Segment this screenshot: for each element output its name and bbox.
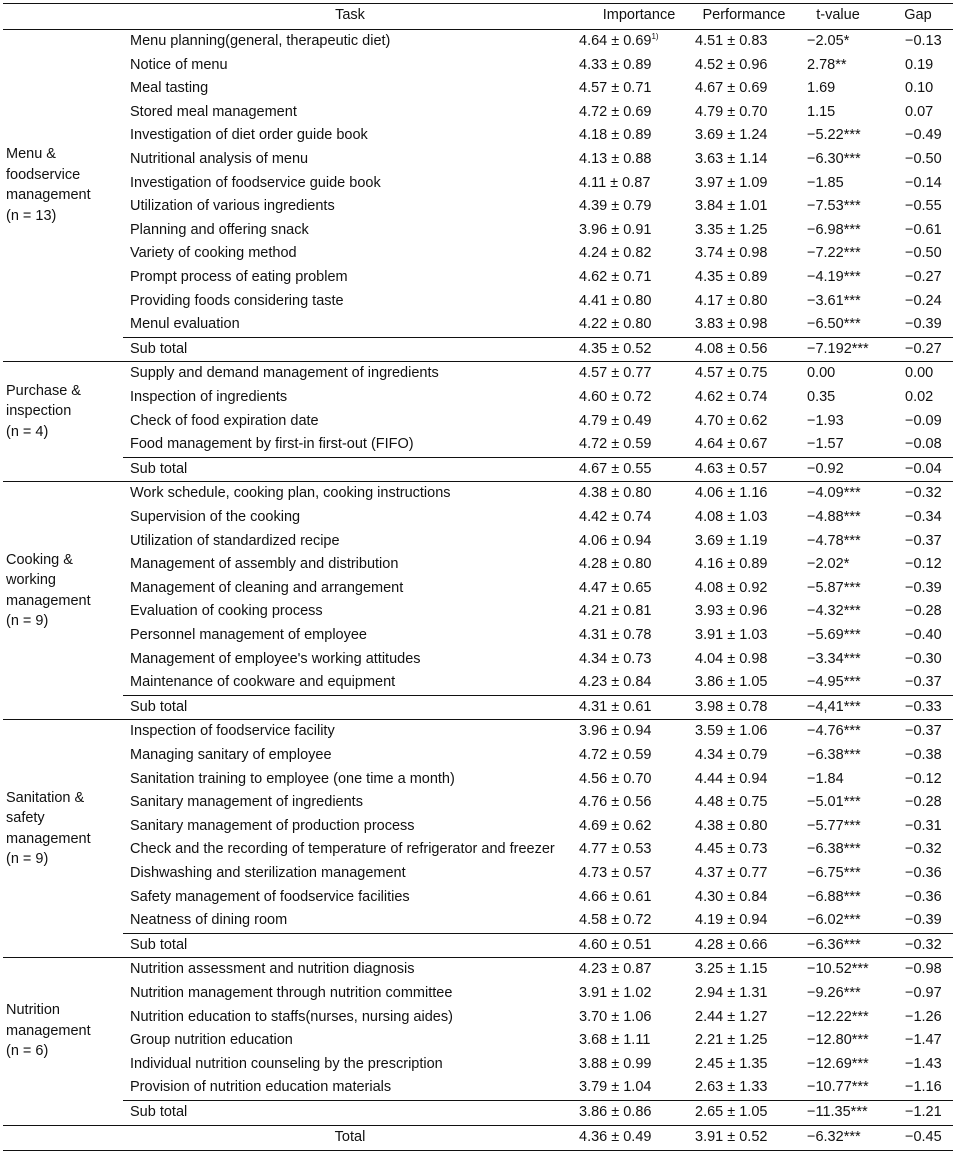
group1-row4-performance: 4.79 ± 0.70 xyxy=(695,103,768,120)
group4-subtotal-t-value: −6.36*** xyxy=(807,936,861,953)
group2-row1-performance: 4.57 ± 0.75 xyxy=(695,365,768,382)
group4-row8-gap: −0.36 xyxy=(905,888,942,905)
group5-row4-task: Group nutrition education xyxy=(130,1032,293,1049)
group3-row7-performance: 3.91 ± 1.03 xyxy=(695,627,768,643)
group4-row7-performance: 4.37 ± 0.77 xyxy=(695,865,768,881)
group1-subtotal-importance: 4.35 ± 0.52 xyxy=(579,340,652,357)
group4-row5-t-value: −5.77*** xyxy=(807,817,861,834)
group3-row4-t-value: −2.02* xyxy=(807,556,850,573)
group1-row12-task: Providing foods considering taste xyxy=(130,292,344,309)
group5-row4-importance: 3.68 ± 1.11 xyxy=(579,1032,651,1049)
group4-row1-performance: 3.59 ± 1.06 xyxy=(695,723,768,740)
group3-subtotal-gap: −0.33 xyxy=(905,698,942,715)
group1-row1-importance: $4.64 \pm 0.69^{1)}$ xyxy=(579,32,659,49)
group1-subtotal-performance: 4.08 ± 0.56 xyxy=(695,340,768,357)
total-importance: 4.36 ± 0.49 xyxy=(579,1128,652,1145)
group3-subtotal-importance: 4.31 ± 0.61 xyxy=(579,698,652,715)
group2-row1-t-value: 0.00 xyxy=(807,365,836,382)
category-label-line: Nutrition xyxy=(6,1002,60,1019)
group3-row1-t-value: −4.09*** xyxy=(807,485,861,502)
group5-row6-task: Provision of nutrition education materials xyxy=(130,1079,392,1096)
group5-row6-performance: 2.63 ± 1.33 xyxy=(695,1079,768,1096)
group1-row2-gap: 0.19 xyxy=(905,56,934,73)
group5-subtotal-task: Sub total xyxy=(130,1104,188,1120)
group5-row1-gap: −0.98 xyxy=(905,961,942,978)
group5-row2-t-value: −9.26*** xyxy=(807,985,861,1001)
group3-row6-importance: 4.21 ± 0.81 xyxy=(579,603,652,620)
group1-row2-task: Notice of menu xyxy=(130,56,228,73)
category-label-line: (n = 13) xyxy=(6,207,57,224)
group4-row7-gap: −0.36 xyxy=(905,865,942,881)
group2-subtotal-task: Sub total xyxy=(130,460,188,477)
group1-row8-performance: 3.84 ± 1.01 xyxy=(695,198,768,215)
group3-row7-gap: −0.40 xyxy=(905,627,942,643)
category-label-line: Sanitation & xyxy=(6,789,85,806)
group4-row5-importance: 4.69 ± 0.62 xyxy=(579,817,652,834)
group2-row2-t-value: 0.35 xyxy=(807,389,836,405)
group2-row2-task: Inspection of ingredients xyxy=(130,389,288,405)
group5-row2-gap: −0.97 xyxy=(905,985,942,1001)
group3-subtotal-task: Sub total xyxy=(130,698,188,715)
group5-row1-t-value: −10.52*** xyxy=(807,961,869,978)
group5-row3-performance: 2.44 ± 1.27 xyxy=(695,1008,768,1025)
group5-row4-performance: 2.21 ± 1.25 xyxy=(695,1032,768,1049)
group3-row5-gap: −0.39 xyxy=(905,579,942,596)
group1-row6-task: Nutritional analysis of menu xyxy=(130,151,309,167)
group1-row7-gap: −0.14 xyxy=(905,174,942,191)
group4-row1-importance: 3.96 ± 0.94 xyxy=(579,723,652,740)
group4-subtotal-importance: 4.60 ± 0.51 xyxy=(579,936,652,953)
category-label-line: (n = 9) xyxy=(6,613,49,630)
group2-row2-importance: 4.60 ± 0.72 xyxy=(579,389,652,405)
group4-subtotal-gap: −0.32 xyxy=(905,936,942,953)
group4-row4-importance: 4.76 ± 0.56 xyxy=(579,794,652,811)
group2-subtotal-performance: 4.63 ± 0.57 xyxy=(695,460,768,477)
group3-row5-importance: 4.47 ± 0.65 xyxy=(579,579,652,596)
group4-row3-gap: −0.12 xyxy=(905,770,942,787)
total-gap: −0.45 xyxy=(905,1128,942,1145)
group4-row4-t-value: −5.01*** xyxy=(807,794,861,811)
category-label-line: foodservice xyxy=(6,166,81,183)
group5-row3-importance: 3.70 ± 1.06 xyxy=(579,1008,652,1025)
group1-row3-gap: 0.10 xyxy=(905,80,934,97)
group3-row3-task: Utilization of standardized recipe xyxy=(130,532,340,549)
group4-row1-task: Inspection of foodservice facility xyxy=(130,723,335,740)
group1-row5-gap: −0.49 xyxy=(905,127,942,144)
group1-row10-t-value: −7.22*** xyxy=(807,245,861,262)
group3-row9-importance: 4.23 ± 0.84 xyxy=(579,674,652,691)
category-label-line: management xyxy=(6,592,91,609)
category-label-line: management xyxy=(6,1022,91,1039)
group1-row4-gap: 0.07 xyxy=(905,103,934,120)
total-t-value: −6.32*** xyxy=(807,1128,861,1145)
group5-row1-task: Nutrition assessment and nutrition diagnosis xyxy=(130,961,415,978)
group4-row7-t-value: −6.75*** xyxy=(807,865,861,881)
group3-row2-gap: −0.34 xyxy=(905,509,942,525)
group1-row9-importance: 3.96 ± 0.91 xyxy=(579,221,652,238)
group4-row9-importance: 4.58 ± 0.72 xyxy=(579,912,652,929)
group3-row4-performance: 4.16 ± 0.89 xyxy=(695,556,768,573)
group1-row1-t-value: −2.05* xyxy=(807,33,850,49)
group1-row8-gap: −0.55 xyxy=(905,198,942,215)
total-task: Total xyxy=(334,1128,366,1145)
group5-row5-t-value: −12.69*** xyxy=(807,1055,869,1072)
group5-row2-importance: 3.91 ± 1.02 xyxy=(579,985,652,1001)
group1-row1-gap: −0.13 xyxy=(905,33,942,49)
group1-row2-importance: 4.33 ± 0.89 xyxy=(579,56,652,73)
group2-row4-gap: −0.08 xyxy=(905,436,942,453)
category-label-line: (n = 6) xyxy=(6,1043,49,1060)
group5-row6-gap: −1.16 xyxy=(905,1079,942,1096)
group4-row4-task: Sanitary management of ingredients xyxy=(130,794,363,811)
group5-row3-t-value: −12.22*** xyxy=(807,1008,869,1025)
group1-row7-task: Investigation of foodservice guide book xyxy=(130,174,381,191)
group3-row6-t-value: −4.32*** xyxy=(807,603,861,620)
group4-row5-performance: 4.38 ± 0.80 xyxy=(695,817,768,834)
group1-row6-importance: 4.13 ± 0.88 xyxy=(579,151,652,167)
group1-row7-importance: 4.11 ± 0.87 xyxy=(579,174,651,191)
group1-row11-performance: 4.35 ± 0.89 xyxy=(695,269,768,285)
group4-row8-t-value: −6.88*** xyxy=(807,888,861,905)
group2-row1-importance: 4.57 ± 0.77 xyxy=(579,365,652,382)
group1-row12-performance: 4.17 ± 0.80 xyxy=(695,292,768,309)
group1-row10-performance: 3.74 ± 0.98 xyxy=(695,245,768,262)
group3-row6-task: Evaluation of cooking process xyxy=(130,603,323,620)
group5-row5-importance: 3.88 ± 0.99 xyxy=(579,1055,652,1072)
group4-subtotal-performance: 4.28 ± 0.66 xyxy=(695,936,768,953)
group2-subtotal-gap: −0.04 xyxy=(905,460,942,477)
group3-row2-importance: 4.42 ± 0.74 xyxy=(579,509,652,525)
category-label xyxy=(6,1000,124,1062)
group4-row6-task: Check and the recording of temperature of refrigerator and freezer xyxy=(130,841,555,858)
category-label-line: management xyxy=(6,187,91,204)
group2-row1-task: Supply and demand management of ingredients xyxy=(130,365,439,382)
group5-subtotal-performance: 2.65 ± 1.05 xyxy=(695,1104,768,1120)
header-importance: Importance xyxy=(602,7,676,23)
category-label-line: management xyxy=(6,830,91,847)
group4-row8-importance: 4.66 ± 0.61 xyxy=(579,888,652,905)
importance-performance-table xyxy=(3,3,953,1145)
group2-row3-importance: 4.79 ± 0.49 xyxy=(579,412,652,429)
group2-row4-t-value: −1.57 xyxy=(807,436,844,453)
group3-row9-task: Maintenance of cookware and equipment xyxy=(130,674,396,691)
header-t-value: t-value xyxy=(816,7,860,23)
group3-subtotal-performance: 3.98 ± 0.78 xyxy=(695,698,768,715)
category-label xyxy=(6,550,124,632)
group3-row9-t-value: −4.95*** xyxy=(807,674,861,691)
group1-row3-task: Meal tasting xyxy=(130,80,209,97)
group3-row4-gap: −0.12 xyxy=(905,556,942,573)
category-label-line: Purchase & xyxy=(6,382,81,399)
group5-row4-t-value: −12.80*** xyxy=(807,1032,869,1049)
group1-row10-importance: 4.24 ± 0.82 xyxy=(579,245,652,262)
group3-row1-gap: −0.32 xyxy=(905,485,942,502)
group5-row5-task: Individual nutrition counseling by the prescription xyxy=(130,1055,443,1072)
group2-row4-importance: 4.72 ± 0.59 xyxy=(579,436,652,453)
group1-row1-performance: 4.51 ± 0.83 xyxy=(695,33,768,49)
group4-row6-gap: −0.32 xyxy=(905,841,942,858)
group3-row8-task: Management of employee's working attitudes xyxy=(130,650,421,667)
group3-row2-performance: 4.08 ± 1.03 xyxy=(695,509,768,525)
group1-row10-gap: −0.50 xyxy=(905,245,942,262)
group1-row7-performance: 3.97 ± 1.09 xyxy=(695,174,768,191)
group3-row1-task: Work schedule, cooking plan, cooking instructions xyxy=(130,485,451,502)
group5-subtotal-t-value: −11.35*** xyxy=(807,1104,868,1120)
group4-row2-gap: −0.38 xyxy=(905,747,942,763)
group1-row12-gap: −0.24 xyxy=(905,292,942,309)
group1-row1-task: Menu planning(general, therapeutic diet) xyxy=(130,33,391,49)
group1-row9-t-value: −6.98*** xyxy=(807,221,861,238)
group1-row13-t-value: −6.50*** xyxy=(807,316,861,333)
group5-row1-importance: 4.23 ± 0.87 xyxy=(579,961,652,978)
group3-row7-importance: 4.31 ± 0.78 xyxy=(579,627,652,643)
group2-row2-performance: 4.62 ± 0.74 xyxy=(695,389,768,405)
group1-row3-importance: 4.57 ± 0.71 xyxy=(579,80,652,97)
category-label xyxy=(6,144,124,226)
group3-row4-task: Management of assembly and distribution xyxy=(130,556,399,573)
group1-row8-task: Utilization of various ingredients xyxy=(130,198,335,215)
group4-row1-t-value: −4.76*** xyxy=(807,723,861,740)
group2-row3-task: Check of food expiration date xyxy=(130,412,319,429)
group4-row9-performance: 4.19 ± 0.94 xyxy=(695,912,768,929)
group2-row2-gap: 0.02 xyxy=(905,389,934,405)
group4-row9-t-value: −6.02*** xyxy=(807,912,861,929)
group4-row7-task: Dishwashing and sterilization management xyxy=(130,865,406,881)
group3-subtotal-t-value: −4,41*** xyxy=(807,698,861,715)
group4-row2-importance: 4.72 ± 0.59 xyxy=(579,747,652,763)
group1-row8-t-value: −7.53*** xyxy=(807,198,861,215)
category-label xyxy=(6,788,124,870)
group1-row11-task: Prompt process of eating problem xyxy=(130,269,348,285)
group3-row5-t-value: −5.87*** xyxy=(807,579,861,596)
group3-row4-importance: 4.28 ± 0.80 xyxy=(579,556,652,573)
group3-row8-importance: 4.34 ± 0.73 xyxy=(579,650,652,667)
group1-row9-task: Planning and offering snack xyxy=(130,221,309,238)
group1-row10-task: Variety of cooking method xyxy=(130,245,297,262)
category-label-line: working xyxy=(6,572,56,589)
group4-row7-importance: 4.73 ± 0.57 xyxy=(579,865,652,881)
group5-subtotal-gap: −1.21 xyxy=(905,1104,942,1120)
group1-row6-gap: −0.50 xyxy=(905,151,942,167)
group4-row8-performance: 4.30 ± 0.84 xyxy=(695,888,768,905)
group4-row2-performance: 4.34 ± 0.79 xyxy=(695,747,768,763)
group1-row11-importance: 4.62 ± 0.71 xyxy=(579,269,652,285)
group3-row6-performance: 3.93 ± 0.96 xyxy=(695,603,768,620)
group4-row4-performance: 4.48 ± 0.75 xyxy=(695,794,768,811)
group2-row3-t-value: −1.93 xyxy=(807,412,844,429)
group3-row7-task: Personnel management of employee xyxy=(130,627,367,643)
group4-row4-gap: −0.28 xyxy=(905,794,942,811)
group1-row7-t-value: −1.85 xyxy=(807,174,844,191)
group3-row9-gap: −0.37 xyxy=(905,674,942,691)
category-label xyxy=(6,381,124,443)
footnote-marker: 1) xyxy=(651,32,659,42)
group1-row11-t-value: −4.19*** xyxy=(807,269,861,285)
group1-row4-t-value: 1.15 xyxy=(807,103,836,120)
group5-row3-task: Nutrition education to staffs(nurses, nursing aides) xyxy=(130,1008,453,1025)
group1-row4-importance: 4.72 ± 0.69 xyxy=(579,103,652,120)
category-label-line: Menu & xyxy=(6,146,56,163)
group2-row4-task: Food management by first-in first-out (FIFO) xyxy=(130,436,414,453)
group2-subtotal-t-value: −0.92 xyxy=(807,460,844,477)
group4-row6-importance: 4.77 ± 0.53 xyxy=(579,841,652,858)
category-label-line: safety xyxy=(6,810,45,827)
group5-row6-importance: 3.79 ± 1.04 xyxy=(579,1079,652,1096)
group4-row6-t-value: −6.38*** xyxy=(807,841,861,858)
header-task: Task xyxy=(335,7,365,23)
category-label-line: Cooking & xyxy=(6,551,73,568)
group3-row8-performance: 4.04 ± 0.98 xyxy=(695,650,768,667)
group3-row3-t-value: −4.78*** xyxy=(807,532,861,549)
group1-row2-performance: 4.52 ± 0.96 xyxy=(695,56,768,73)
category-label-line: (n = 9) xyxy=(6,851,49,868)
group4-subtotal-task: Sub total xyxy=(130,936,188,953)
category-label-line: (n = 4) xyxy=(6,423,49,440)
total-performance: 3.91 ± 0.52 xyxy=(695,1128,768,1145)
group1-row13-performance: 3.83 ± 0.98 xyxy=(695,316,768,333)
group1-row8-importance: 4.39 ± 0.79 xyxy=(579,198,652,215)
group4-row6-performance: 4.45 ± 0.73 xyxy=(695,841,768,858)
group3-row6-gap: −0.28 xyxy=(905,603,942,620)
group4-row5-gap: −0.31 xyxy=(905,817,942,834)
group1-row12-t-value: −3.61*** xyxy=(807,292,861,309)
group1-row6-performance: 3.63 ± 1.14 xyxy=(695,151,768,167)
group1-row9-gap: −0.61 xyxy=(905,221,942,238)
group3-row3-importance: 4.06 ± 0.94 xyxy=(579,532,652,549)
group4-row2-t-value: −6.38*** xyxy=(807,747,861,763)
group3-row3-performance: 3.69 ± 1.19 xyxy=(695,532,768,549)
group4-row8-task: Safety management of foodservice facilities xyxy=(130,888,410,905)
group1-row5-performance: 3.69 ± 1.24 xyxy=(695,127,768,144)
group3-row2-t-value: −4.88*** xyxy=(807,509,861,525)
group3-row8-gap: −0.30 xyxy=(905,650,942,667)
group5-row6-t-value: −10.77*** xyxy=(807,1079,869,1096)
group4-row9-task: Neatness of dining room xyxy=(130,912,288,929)
group1-row5-t-value: −5.22*** xyxy=(807,127,861,144)
group5-row4-gap: −1.47 xyxy=(905,1032,942,1049)
group1-row5-task: Investigation of diet order guide book xyxy=(130,127,368,144)
group2-row3-performance: 4.70 ± 0.62 xyxy=(695,412,768,429)
group5-row1-performance: 3.25 ± 1.15 xyxy=(695,961,768,978)
group1-row9-performance: 3.35 ± 1.25 xyxy=(695,221,768,238)
group5-row5-performance: 2.45 ± 1.35 xyxy=(695,1055,768,1072)
group1-row13-importance: 4.22 ± 0.80 xyxy=(579,316,652,333)
group5-row3-gap: −1.26 xyxy=(905,1008,942,1025)
group1-row13-task: Menul evaluation xyxy=(130,316,240,333)
group4-row1-gap: −0.37 xyxy=(905,723,942,740)
category-label-line: inspection xyxy=(6,403,72,420)
group1-subtotal-task: Sub total xyxy=(130,340,188,357)
group3-row1-importance: 4.38 ± 0.80 xyxy=(579,485,652,502)
group1-row5-importance: 4.18 ± 0.89 xyxy=(579,127,652,144)
group1-row3-performance: 4.67 ± 0.69 xyxy=(695,80,768,97)
group5-subtotal-importance: 3.86 ± 0.86 xyxy=(579,1104,652,1120)
group3-row8-t-value: −3.34*** xyxy=(807,650,861,667)
group4-row3-importance: 4.56 ± 0.70 xyxy=(579,770,652,787)
header-performance: Performance xyxy=(702,7,786,23)
group2-row1-gap: 0.00 xyxy=(905,365,934,382)
group3-row2-task: Supervision of the cooking xyxy=(130,509,301,525)
group4-row2-task: Managing sanitary of employee xyxy=(130,747,332,763)
group1-row11-gap: −0.27 xyxy=(905,269,942,285)
group5-row2-performance: 2.94 ± 1.31 xyxy=(695,985,768,1001)
group1-row13-gap: −0.39 xyxy=(905,316,942,333)
group1-subtotal-gap: −0.27 xyxy=(905,340,942,357)
header-gap: Gap xyxy=(904,7,932,23)
group1-subtotal-t-value: −7.192*** xyxy=(807,340,869,357)
group3-row1-performance: 4.06 ± 1.16 xyxy=(695,485,768,502)
group2-row3-gap: −0.09 xyxy=(905,412,942,429)
group1-row2-t-value: 2.78** xyxy=(807,56,847,73)
group4-row5-task: Sanitary management of production process xyxy=(130,817,415,834)
group4-row3-performance: 4.44 ± 0.94 xyxy=(695,770,768,787)
group5-row2-task: Nutrition management through nutrition committee xyxy=(130,985,453,1001)
group1-row12-importance: 4.41 ± 0.80 xyxy=(579,292,652,309)
group1-row6-t-value: −6.30*** xyxy=(807,151,861,167)
group5-row5-gap: −1.43 xyxy=(905,1055,942,1072)
group4-row3-t-value: −1.84 xyxy=(807,770,844,787)
group3-row9-performance: 3.86 ± 1.05 xyxy=(695,674,768,691)
group3-row7-t-value: −5.69*** xyxy=(807,627,861,643)
group3-row5-task: Management of cleaning and arrangement xyxy=(130,579,404,596)
group2-row4-performance: 4.64 ± 0.67 xyxy=(695,436,768,453)
group3-row5-performance: 4.08 ± 0.92 xyxy=(695,579,768,596)
group3-row3-gap: −0.37 xyxy=(905,532,942,549)
group4-row3-task: Sanitation training to employee (one time a month) xyxy=(130,770,455,787)
group4-row9-gap: −0.39 xyxy=(905,912,942,929)
group1-row3-t-value: 1.69 xyxy=(807,80,836,97)
group2-subtotal-importance: 4.67 ± 0.55 xyxy=(579,460,652,477)
group1-row4-task: Stored meal management xyxy=(130,103,297,120)
